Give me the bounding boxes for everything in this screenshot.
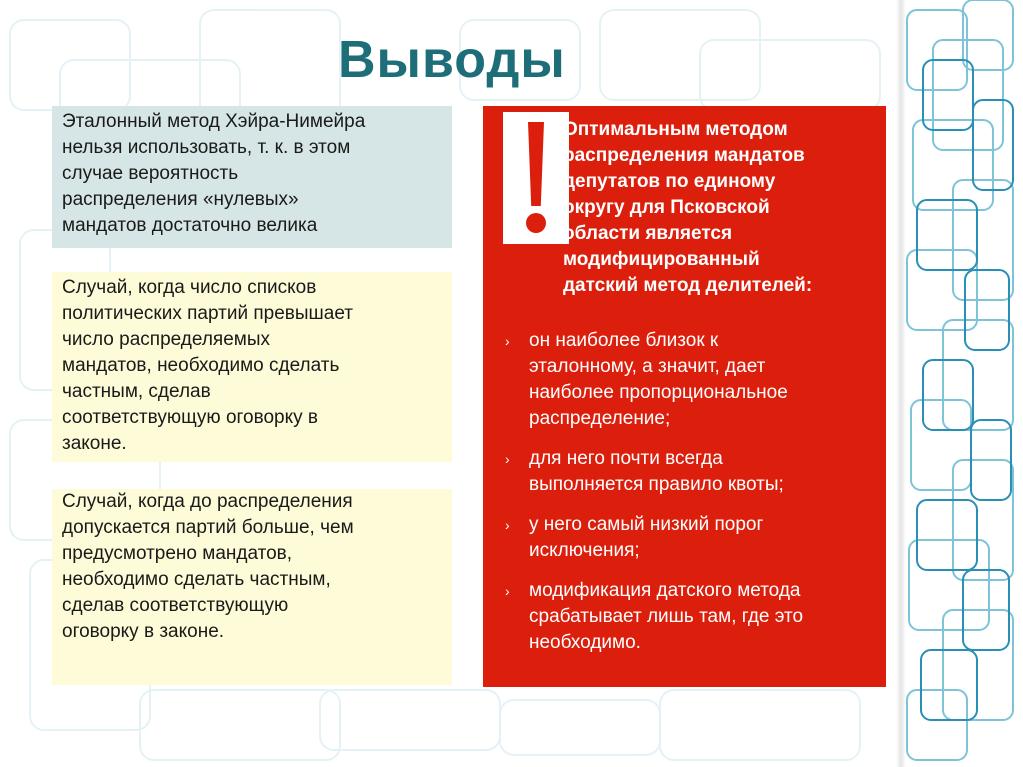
exclamation-icon [503,112,569,244]
slide-title: Выводы [338,31,566,89]
conclusion-text: Эталонный метод Хэйра-Нимейра нельзя использовать, т. к. в этом случае вероятность распределения «нулевых» мандатов достаточно велика [62,111,366,236]
page-edge-shadow [896,0,906,767]
conclusion-text: Случай, когда до распределения допускается партий больше, чем предусмотрено мандатов, необходимо сделать частным, сделав соответствующую оговорку в законе. [62,491,354,642]
chevron-right-icon: › [505,333,510,349]
chevron-right-icon: › [505,517,510,533]
list-item: › для него почти всегда выполняется правило квоты; [505,448,784,495]
list-item: › модификация датского метода срабатывает лишь там, где это необходимо. [505,580,804,653]
chevron-right-icon: › [505,451,510,467]
decorative-line-pattern [903,0,1023,767]
conclusion-box-party-lists [52,272,452,462]
optimal-method-heading: Оптимальным методом распределения мандатов депутатов по единому округу для Псковской области является модифицированный датский метод делителей: [563,119,813,296]
conclusion-text: Случай, когда число списков политических партий превышает число распределяемых мандатов, необходимо сделать частным, сделав соответствующую оговорку в законе. [62,277,353,454]
conclusion-box-hare-niemeyer [52,106,452,248]
list-item: › он наиболее близок к эталонному, а значит, дает наиболее пропорциональное распределение; [505,330,788,429]
chevron-right-icon: › [505,583,510,599]
list-item: › у него самый низкий порог исключения; [505,514,764,561]
reasons-list [505,328,880,670]
optimal-method-panel [483,106,886,687]
conclusion-box-admitted-parties [52,489,452,685]
